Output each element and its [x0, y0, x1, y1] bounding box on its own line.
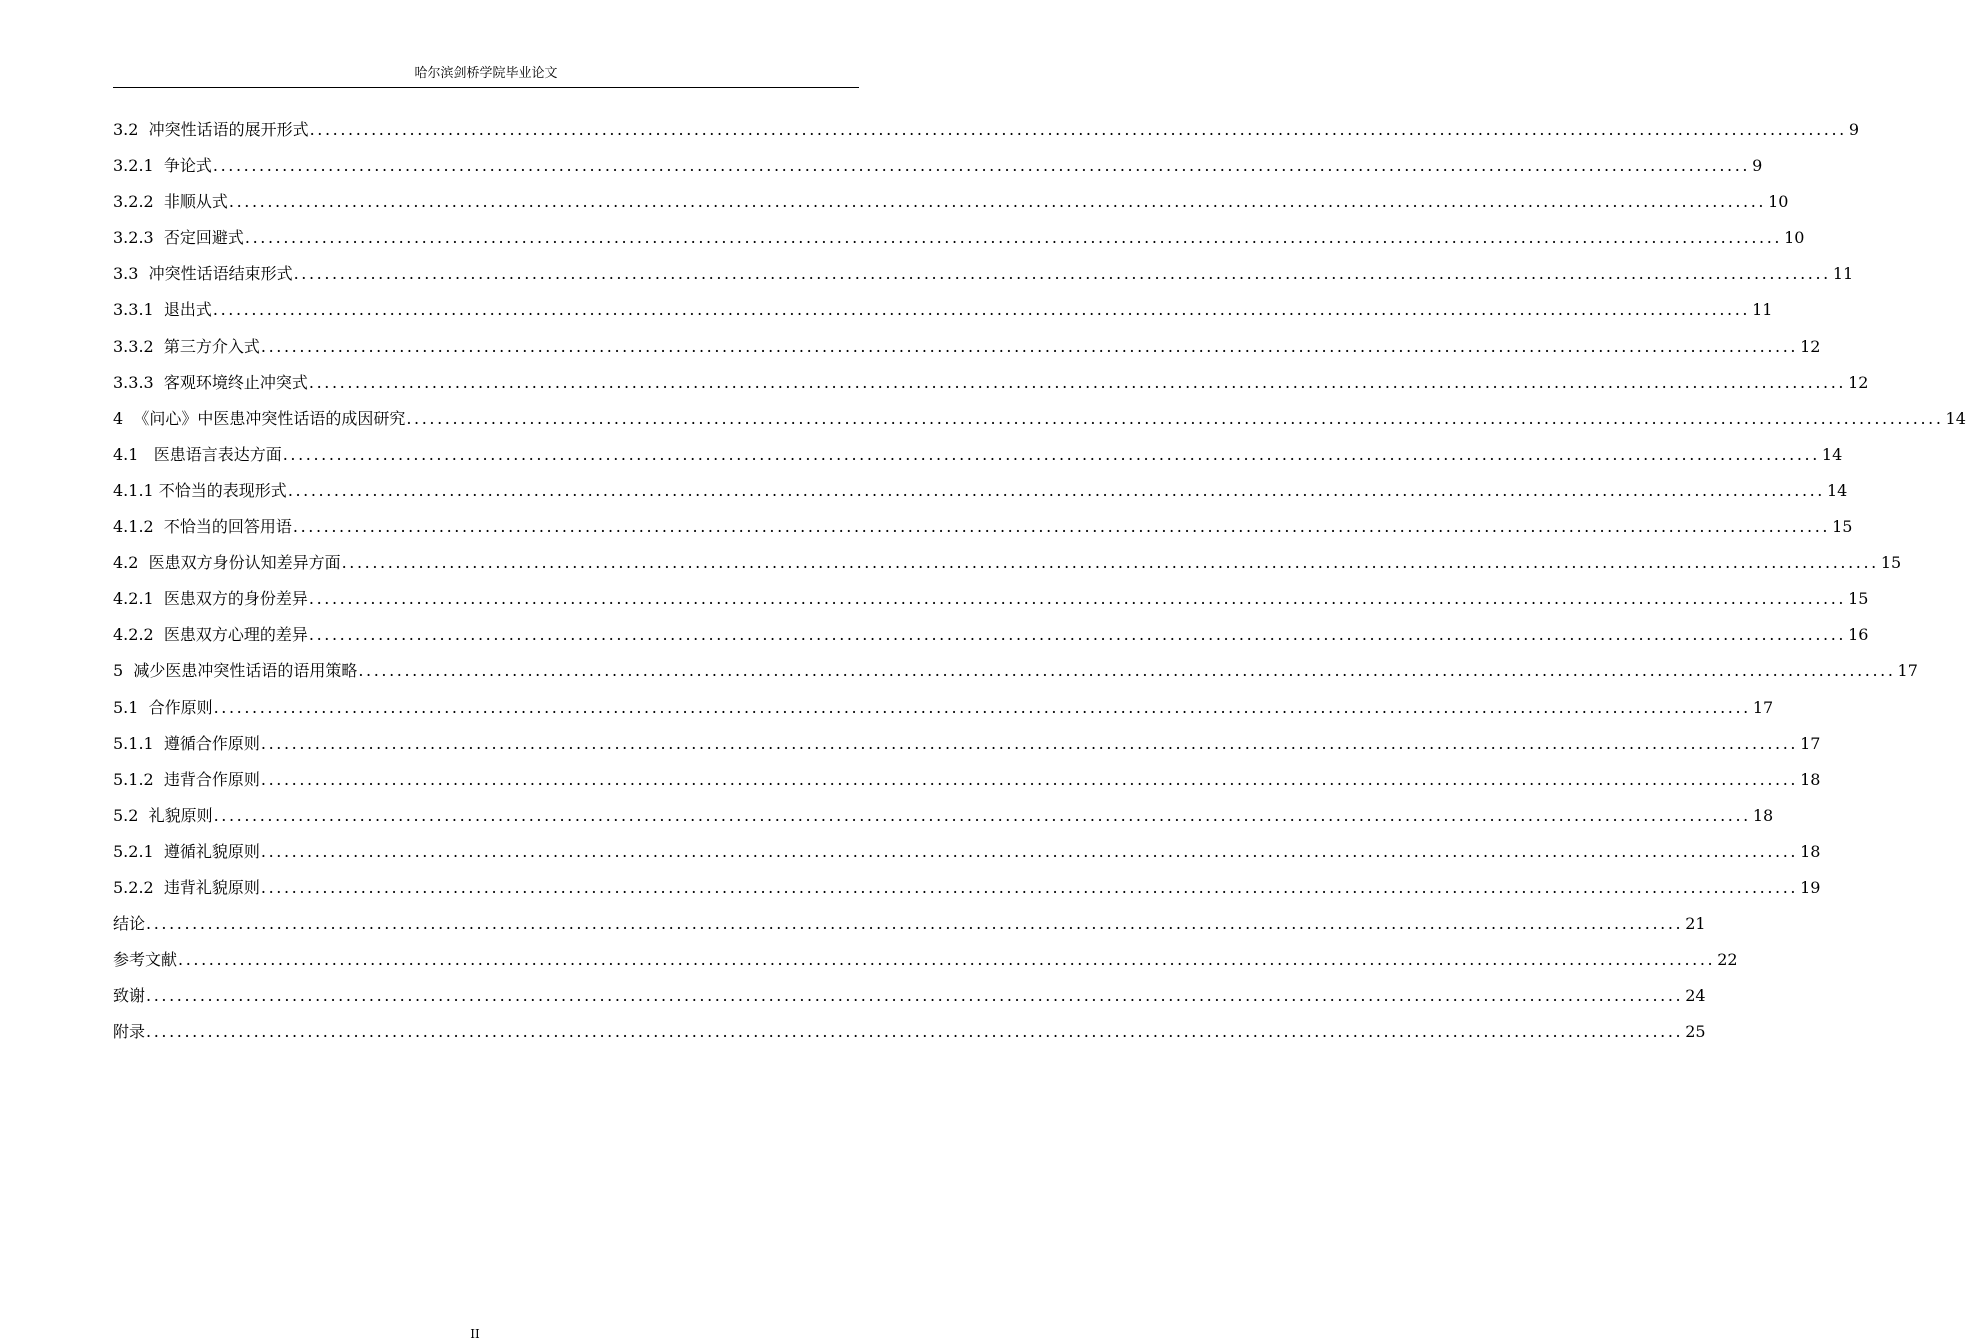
toc-leader-dots: ........................................................................................................................................................................................................	[260, 733, 1799, 753]
toc-entry-page: 17	[1897, 661, 1918, 681]
toc-leader-dots: ........................................................................................................................................................................................................	[260, 877, 1799, 897]
toc-entry-page: 10	[1784, 228, 1805, 248]
toc-leader-dots: ........................................................................................................................................................................................................	[287, 480, 1825, 500]
toc-entry[interactable]	[113, 220, 1805, 256]
toc-leader-dots: ........................................................................................................................................................................................................	[308, 372, 1847, 392]
toc-entry[interactable]	[113, 329, 1821, 365]
toc-entry-page: 12	[1800, 336, 1821, 356]
toc-entry[interactable]	[113, 690, 1774, 726]
toc-entry-page: 15	[1880, 553, 1902, 573]
toc-leader-dots: ........................................................................................................................................................................................................	[244, 228, 1783, 248]
toc-entry-page: 14	[1945, 408, 1966, 428]
toc-leader-dots: ........................................................................................................................................................................................................	[260, 841, 1799, 861]
toc-entry-label: 5.1.2 违背合作原则	[113, 769, 260, 789]
toc-entry[interactable]	[113, 112, 1859, 148]
page-footer	[0, 1326, 950, 1342]
toc-entry[interactable]	[113, 870, 1821, 906]
toc-entry[interactable]	[113, 256, 1854, 292]
toc-entry-label: 4.2 医患双方身份认知差异方面	[113, 553, 341, 573]
toc-leader-dots: ........................................................................................................................................................................................................	[146, 986, 1684, 1006]
toc-leader-dots: ........................................................................................................................................................................................................	[292, 517, 1831, 537]
toc-entry-label: 3.2.2 非顺从式	[113, 192, 228, 212]
toc-leader-dots: ........................................................................................................................................................................................................	[260, 336, 1799, 356]
toc-leader-dots: ........................................................................................................................................................................................................	[308, 589, 1847, 609]
toc-entry-page: 18	[1800, 769, 1821, 789]
table-of-contents	[113, 112, 1966, 1050]
toc-entry[interactable]	[113, 834, 1821, 870]
toc-entry-label: 4 《问心》中医患冲突性话语的成因研究	[113, 408, 406, 428]
toc-leader-dots: ........................................................................................................................................................................................................	[213, 697, 1751, 717]
toc-entry-label: 参考文献	[113, 950, 178, 970]
toc-entry[interactable]	[113, 762, 1821, 798]
toc-entry-page: 14	[1821, 444, 1843, 464]
toc-entry-label: 4.1.1 不恰当的表现形式	[113, 480, 287, 500]
toc-leader-dots: ........................................................................................................................................................................................................	[146, 914, 1684, 934]
toc-entry-page: 12	[1848, 372, 1869, 392]
toc-entry-label: 3.2 冲突性话语的展开形式	[113, 120, 309, 139]
page-header	[113, 60, 859, 88]
toc-entry[interactable]	[113, 401, 1966, 437]
toc-entry-label: 致谢	[113, 986, 146, 1006]
header-title: 哈尔滨剑桥学院毕业论文	[414, 66, 558, 81]
toc-entry[interactable]	[113, 148, 1763, 184]
toc-entry-page: 18	[1800, 841, 1821, 861]
toc-entry-label: 4.1 医患语言表达方面	[113, 444, 282, 464]
toc-entry[interactable]	[113, 365, 1869, 401]
toc-leader-dots: ........................................................................................................................................................................................................	[341, 553, 1879, 573]
toc-entry-label: 3.3.1 退出式	[113, 300, 212, 320]
toc-entry-page: 16	[1848, 625, 1869, 645]
toc-entry-page: 19	[1800, 877, 1821, 897]
toc-entry[interactable]	[113, 653, 1918, 689]
toc-entry-label: 3.3.3 客观环境终止冲突式	[113, 372, 308, 392]
toc-entry-label: 5.2 礼貌原则	[113, 805, 213, 825]
toc-entry[interactable]	[113, 509, 1853, 545]
toc-entry-page: 10	[1768, 192, 1789, 212]
toc-entry-label: 5 减少医患冲突性话语的语用策略	[113, 661, 358, 681]
toc-entry[interactable]	[113, 545, 1902, 581]
toc-entry-label: 4.2.2 医患双方心理的差异	[113, 625, 308, 645]
toc-entry-label: 3.2.1 争论式	[113, 156, 212, 176]
toc-entry[interactable]	[113, 978, 1706, 1014]
toc-entry-page: 25	[1685, 1022, 1706, 1042]
toc-entry[interactable]	[113, 942, 1738, 978]
toc-entry-page: 15	[1848, 589, 1869, 609]
toc-entry-page: 17	[1752, 697, 1774, 717]
toc-leader-dots: ........................................................................................................................................................................................................	[309, 120, 1847, 139]
toc-entry[interactable]	[113, 617, 1869, 653]
toc-entry[interactable]	[113, 798, 1774, 834]
toc-leader-dots: ........................................................................................................................................................................................................	[293, 264, 1831, 284]
toc-entry-page: 22	[1717, 950, 1738, 970]
toc-entry[interactable]	[113, 437, 1843, 473]
toc-leader-dots: ........................................................................................................................................................................................................	[282, 444, 1820, 464]
toc-entry-page: 11	[1832, 264, 1854, 284]
toc-entry-page: 17	[1800, 733, 1821, 753]
toc-leader-dots: ........................................................................................................................................................................................................	[212, 300, 1751, 320]
toc-leader-dots: ........................................................................................................................................................................................................	[308, 625, 1847, 645]
toc-entry-label: 5.2.2 违背礼貌原则	[113, 877, 260, 897]
page-number: II	[470, 1327, 480, 1341]
toc-entry[interactable]	[113, 473, 1848, 509]
toc-leader-dots: ........................................................................................................................................................................................................	[358, 661, 1896, 681]
toc-entry-label: 结论	[113, 914, 146, 934]
toc-entry-label: 5.2.1 遵循礼貌原则	[113, 841, 260, 861]
toc-entry-page: 11	[1752, 300, 1773, 320]
toc-leader-dots: ........................................................................................................................................................................................................	[406, 408, 1944, 428]
toc-leader-dots: ........................................................................................................................................................................................................	[146, 1022, 1684, 1042]
toc-entry-label: 3.3 冲突性话语结束形式	[113, 264, 293, 284]
toc-entry-page: 24	[1685, 986, 1706, 1006]
toc-entry-label: 4.1.2 不恰当的回答用语	[113, 517, 292, 537]
toc-leader-dots: ........................................................................................................................................................................................................	[178, 950, 1716, 970]
toc-leader-dots: ........................................................................................................................................................................................................	[212, 156, 1751, 176]
toc-entry-page: 15	[1832, 517, 1853, 537]
toc-entry[interactable]	[113, 184, 1789, 220]
toc-entry[interactable]	[113, 581, 1869, 617]
toc-entry[interactable]	[113, 1014, 1706, 1050]
toc-entry-label: 3.2.3 否定回避式	[113, 228, 244, 248]
toc-leader-dots: ........................................................................................................................................................................................................	[228, 192, 1767, 212]
toc-entry-page: 18	[1752, 805, 1774, 825]
toc-entry-label: 4.2.1 医患双方的身份差异	[113, 589, 308, 609]
toc-leader-dots: ........................................................................................................................................................................................................	[260, 769, 1799, 789]
toc-entry-page: 14	[1827, 480, 1848, 500]
toc-entry-page: 21	[1685, 914, 1706, 934]
toc-entry-label: 5.1.1 遵循合作原则	[113, 733, 260, 753]
toc-entry[interactable]	[113, 906, 1706, 942]
toc-leader-dots: ........................................................................................................................................................................................................	[213, 805, 1751, 825]
toc-entry-label: 附录	[113, 1022, 146, 1042]
toc-entry-page: 9	[1752, 156, 1763, 176]
toc-entry-label: 3.3.2 第三方介入式	[113, 336, 260, 356]
toc-entry[interactable]	[113, 292, 1773, 328]
toc-entry-page: 9	[1848, 120, 1859, 139]
toc-entry-label: 5.1 合作原则	[113, 697, 213, 717]
toc-entry[interactable]	[113, 726, 1821, 762]
